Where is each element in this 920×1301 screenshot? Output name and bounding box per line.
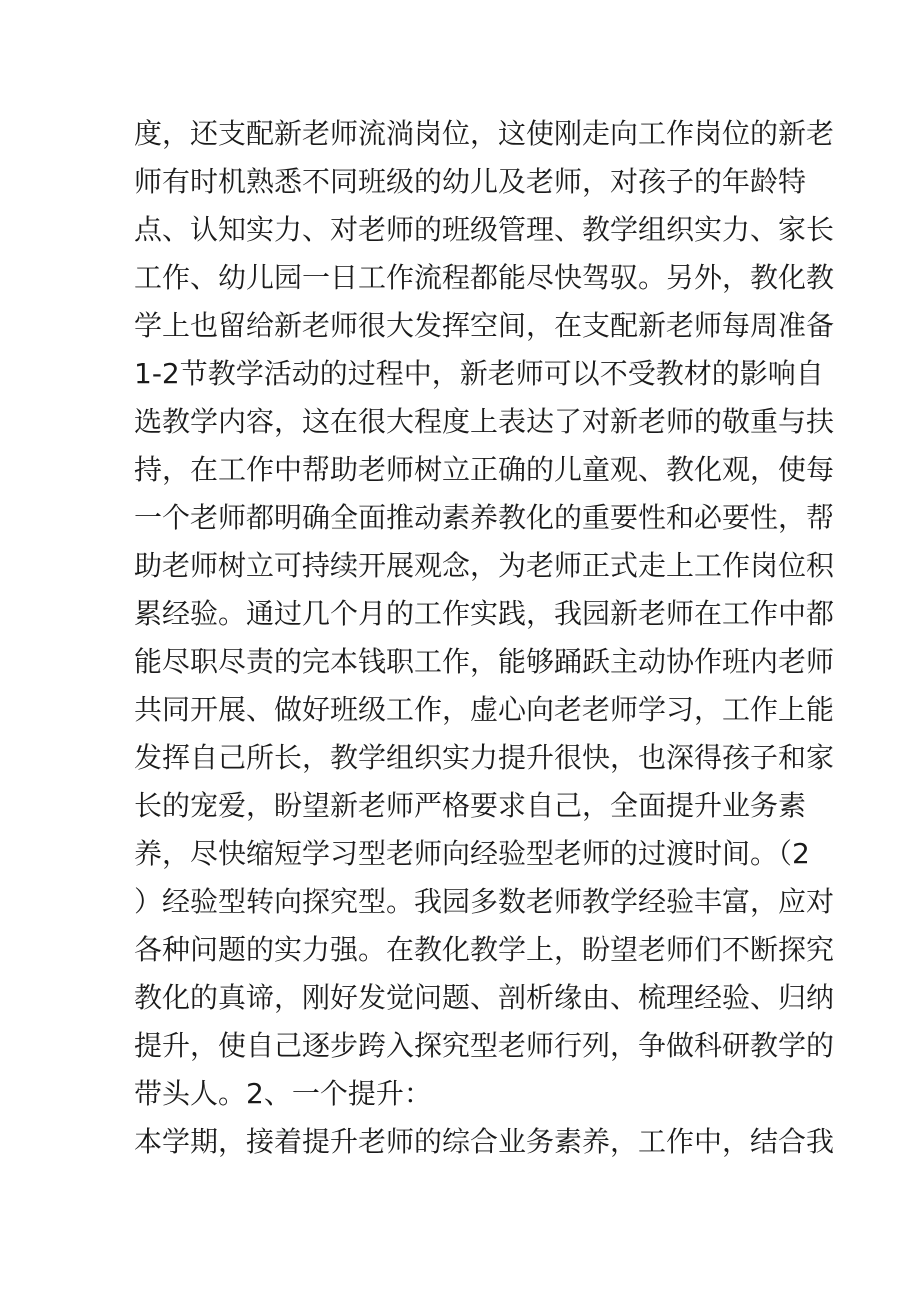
text-line: 工作、幼儿园一日工作流程都能尽快驾驭。另外，教化教 — [134, 261, 835, 294]
text-line: 度，还支配新老师流淌岗位，这使刚走向工作岗位的新老 — [134, 117, 835, 150]
text-line: 助老师树立可持续开展观念，为老师正式走上工作岗位积 — [134, 549, 835, 582]
text-line: 长的宠爱，盼望新老师严格要求自己，全面提升业务素 — [134, 789, 807, 822]
text-line: 点、认知实力、对老师的班级管理、教学组织实力、家长 — [134, 213, 835, 246]
text-line: 各种问题的实力强。在教化教学上，盼望老师们不断探究 — [134, 933, 835, 966]
text-line: ）经验型转向探究型。我园多数老师教学经验丰富，应对 — [134, 885, 835, 918]
text-line: 养，尽快缩短学习型老师向经验型老师的过渡时间。（2 — [134, 837, 810, 870]
text-line: 带头人。2、一个提升： — [134, 1077, 432, 1110]
text-line: 提升，使自己逐步跨入探究型老师行列，争做科研教学的 — [134, 1029, 835, 1062]
text-line: 1-2节教学活动的过程中，新老师可以不受教材的影响自 — [134, 357, 824, 390]
text-line: 累经验。通过几个月的工作实践，我园新老师在工作中都 — [134, 597, 835, 630]
text-line: 教化的真谛，刚好发觉问题、剖析缘由、梳理经验、归纳 — [134, 981, 835, 1014]
body-text — [134, 110, 835, 1166]
text-line: 选教学内容，这在很大程度上表达了对新老师的敬重与扶 — [134, 405, 835, 438]
text-line: 师有时机熟悉不同班级的幼儿及老师，对孩子的年龄特 — [134, 165, 807, 198]
text-line: 持，在工作中帮助老师树立正确的儿童观、教化观，使每 — [134, 453, 835, 486]
text-line: 共同开展、做好班级工作，虚心向老老师学习，工作上能 — [134, 693, 835, 726]
text-line: 学上也留给新老师很大发挥空间，在支配新老师每周准备 — [134, 309, 835, 342]
text-line: 能尽职尽责的完本钱职工作，能够踊跃主动协作班内老师 — [134, 645, 835, 678]
text-line: 本学期，接着提升老师的综合业务素养，工作中，结合我 — [134, 1125, 835, 1158]
text-line: 一个老师都明确全面推动素养教化的重要性和必要性，帮 — [134, 501, 835, 534]
text-line: 发挥自己所长，教学组织实力提升很快，也深得孩子和家 — [134, 741, 835, 774]
